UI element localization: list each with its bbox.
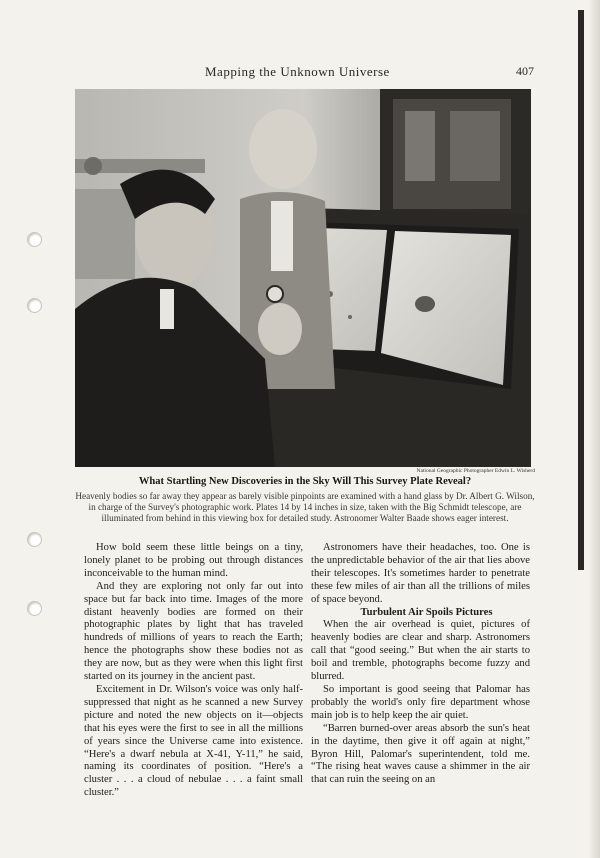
running-head — [0, 64, 600, 80]
caption-body: Heavenly bodies so far away they appear as barely visible pinpoints are examined with a hand glass by Dr. Albert G. Wilson, in charge of the Survey's photographic work. Plates 14 by 14 inches in size, taken with the Big Schmidt telescope, are illuminated from behind in this viewing box for detailed study. Astronomer Walter Baade shows eager interest. — [75, 491, 535, 523]
caption-title: What Startling New Discoveries in the Sky Will This Survey Plate Reveal? — [138, 476, 472, 487]
binding-hole — [27, 601, 42, 616]
article-column-left — [84, 542, 303, 800]
paragraph: How bold seem these little beings on a tiny, lonely planet to be probing out through distances inconceivable to the human mind. — [84, 542, 303, 579]
paragraph: When the air overhead is quiet, pictures of heavenly bodies are clear and sharp. Astronomers call that “good seeing.” But when the air starts to boil and tremble, photographs become fuzzy and blurred. — [311, 619, 530, 683]
binding-hole — [27, 298, 42, 313]
paragraph: “Barren burned-over areas absorb the sun's heat in the daytime, then give it off again at night,” Byron Hill, Palomar's superintendent, told me. “The rising heat waves cause a shimmer in the air that can ruin the seeing on an — [311, 722, 530, 786]
page-number: 407 — [516, 64, 534, 78]
binding-hole — [27, 232, 42, 247]
paragraph: And they are exploring not only far out into space but far back into time. Images of the more distant heavenly bodies are formed on their photographic plates by light that has traveled hundreds of millions of years to reach the Earth; hence the photographs show these bodies not as they are now, but as they were when this light first started on its journey in the ancient past. — [84, 580, 303, 683]
binding-hole — [27, 532, 42, 547]
paragraph: Astronomers have their headaches, too. One is the unpredictable behavior of the air that lies above their telescopes. It's sometimes harder to penetrate these few miles of air than all the trillions of miles of space beyond. — [311, 542, 530, 605]
page-edge — [590, 0, 600, 858]
photo-illustration — [75, 89, 531, 467]
paragraph: Excitement in Dr. Wilson's voice was only half-suppressed that night as he scanned a new Survey picture and noted the new objects on it—objects that his eyes were the first to see in all the millions of years since the Universe came into existence. “Here's a dwarf nebula at X-41, Y-11,” he said, naming its coordinates of position. “Here's a cluster . . . a cloud of nebulae . . . a faint small cluster.” — [84, 683, 303, 799]
section-subheading: Turbulent Air Spoils Pictures — [360, 606, 493, 618]
binding-shadow — [578, 10, 584, 570]
running-title: Mapping the Unknown Universe — [205, 64, 390, 79]
article-column-right — [311, 542, 530, 787]
photo-credit: National Geographic Photographer Edwin L. Wisherd — [416, 468, 535, 474]
paragraph: So important is good seeing that Palomar has probably the world's only fire department whose main job is to help keep the air quiet. — [311, 683, 530, 721]
photograph-astronomers-viewing-box — [75, 89, 531, 467]
